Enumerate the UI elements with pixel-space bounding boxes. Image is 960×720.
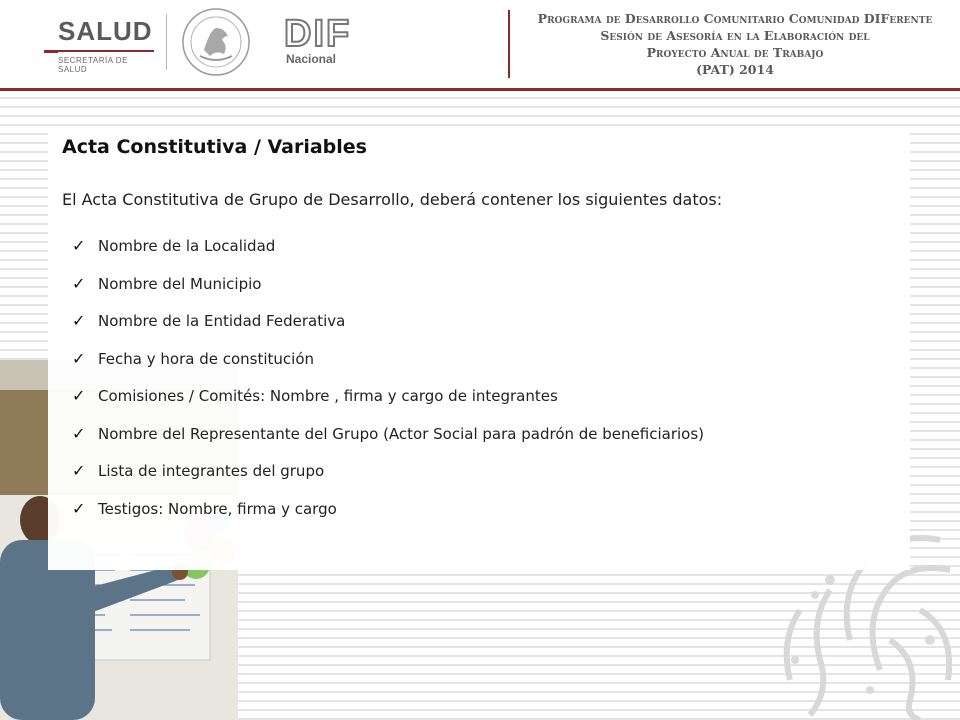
- checklist-item: [72, 424, 704, 462]
- dif-logo: [284, 14, 354, 74]
- checkmark-icon: ✓: [72, 311, 86, 330]
- header-bar: [0, 0, 960, 90]
- salud-logo: [44, 14, 159, 74]
- checklist-item: [72, 349, 704, 387]
- checklist-item-text: Nombre de la Localidad: [98, 237, 276, 255]
- header-title-line: Proyecto Anual de Trabajo: [646, 45, 824, 60]
- header-title-line: Programa de Desarrollo Comunitario Comunidad DIFerente: [537, 11, 933, 26]
- header-rule: [0, 88, 960, 91]
- checkmark-icon: ✓: [72, 236, 86, 255]
- seal-icon: [180, 6, 252, 78]
- checkmark-icon: ✓: [72, 423, 86, 443]
- checkmark-icon: ✓: [72, 273, 86, 293]
- checklist-item-text: Nombre de la Entidad Federativa: [98, 312, 346, 330]
- checklist-item-text: Nombre del Municipio: [98, 274, 262, 293]
- dif-logo-sub: Nacional: [286, 52, 337, 66]
- checklist-item: [72, 236, 704, 274]
- checkmark-icon: ✓: [72, 386, 86, 405]
- checklist-item-text: Lista de integrantes del grupo: [98, 462, 325, 480]
- salud-logo-word: SALUD: [58, 16, 153, 46]
- checklist-item: [72, 499, 704, 537]
- checkmark-icon: ✓: [72, 461, 86, 480]
- checklist-item-text: Fecha y hora de constitución: [98, 349, 315, 368]
- checkmark-icon: ✓: [72, 348, 86, 368]
- checklist-item: [72, 274, 704, 312]
- salud-logo-sub: SECRETARÍA DE SALUD: [58, 56, 128, 74]
- checklist-item: [72, 461, 704, 499]
- header-title-line: (PAT) 2014: [696, 62, 774, 77]
- checklist: [72, 236, 704, 536]
- header-title: [520, 10, 950, 78]
- checklist-item-text: Comisiones / Comités: Nombre , firma y cargo de integrantes: [98, 387, 558, 405]
- checklist-item-text: Nombre del Representante del Grupo (Actor Social para padrón de beneficiarios): [98, 424, 705, 443]
- checkmark-icon: ✓: [72, 498, 86, 518]
- header-title-line: Sesión de Asesoría en la Elaboración del: [600, 28, 870, 43]
- title-rule: [508, 10, 510, 78]
- intro-text: El Acta Constitutiva de Grupo de Desarrollo, deberá contener los siguientes datos:: [62, 190, 723, 209]
- dif-logo-word: DIF: [284, 13, 352, 55]
- checklist-item: [72, 311, 704, 349]
- checklist-item: [72, 386, 704, 424]
- checklist-item-text: Testigos: Nombre, firma y cargo: [98, 499, 337, 518]
- logo-divider: [166, 14, 167, 70]
- slide-heading: Acta Constitutiva / Variables: [62, 136, 367, 158]
